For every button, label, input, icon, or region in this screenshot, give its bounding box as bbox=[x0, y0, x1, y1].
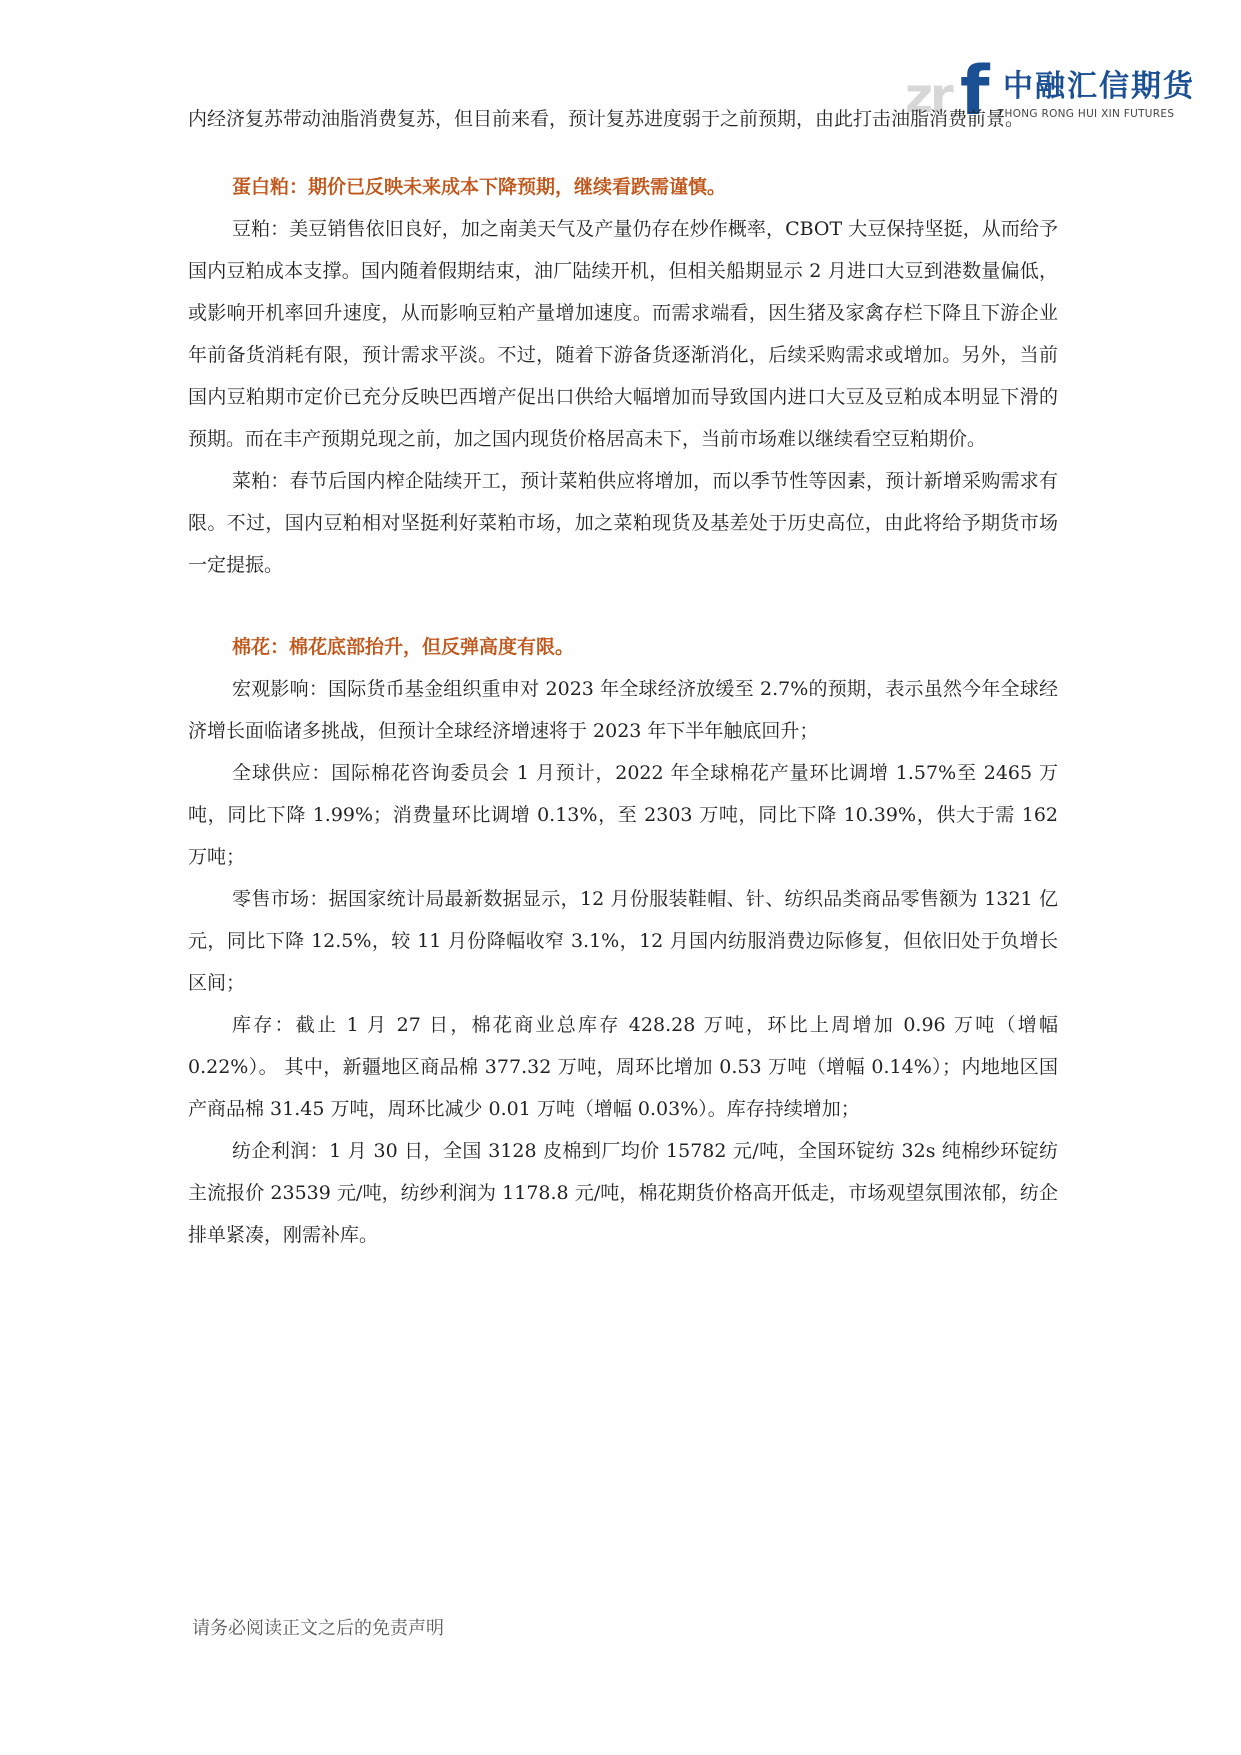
logo-chinese-name: 中融汇信期货 bbox=[1003, 69, 1195, 104]
paragraph-spinning-profit: 纺企利润：1 月 30 日，全国 3128 皮棉到厂均价 15782 元/吨，全国环锭纺 32s 纯棉纱环锭纺主流报价 23539 元/吨，纺纱利润为 1178.8 元/吨，棉花期货价格高开低走，市场观望氛围浓郁，纺企排单紧凑，刚需补库。 bbox=[188, 1140, 1058, 1246]
document-body bbox=[188, 98, 1058, 1256]
paragraph-macro: 宏观影响：国际货币基金组织重申对 2023 年全球经济放缓至 2.7%的预期，表示虽然今年全球经济增长面临诸多挑战，但预计全球经济增速将于 2023 年下半年触底回升； bbox=[188, 678, 1058, 742]
logo-english-name: ZHONG RONG HUI XIN FUTURES bbox=[997, 108, 1175, 120]
section-heading-cotton: 棉花：棉花底部抬升，但反弹高度有限。 bbox=[232, 636, 575, 658]
paragraph-soybean-meal: 豆粕：美豆销售依旧良好，加之南美天气及产量仍存在炒作概率，CBOT 大豆保持坚挺，从而给予国内豆粕成本支撑。国内随着假期结束，油厂陆续开机，但相关船期显示 2 月进口大豆到港数量偏低，或影响开机率回升速度，从而影响豆粕产量增加速度。而需求端看，因生猪及家禽存栏下降且下游企业年前备货消耗有限，预计需求平淡。不过，随着下游备货逐渐消化，后续采购需求或增加。另外，当前国内豆粕期市定价已充分反映巴西增产促出口供给大幅增加而导致国内进口大豆及豆粕成本明显下滑的预期。而在丰产预期兑现之前，加之国内现货价格居高未下，当前市场难以继续看空豆粕期价。 bbox=[188, 218, 1058, 450]
paragraph-inventory: 库存：截止 1 月 27 日，棉花商业总库存 428.28 万吨，环比上周增加 0.96 万吨（增幅 0.22%）。 其中，新疆地区商品棉 377.32 万吨，周环比增加 0.53 万吨（增幅 0.14%）；内地地区国产商品棉 31.45 万吨，周环比减少 0.01 万吨（增幅 0.03%）。库存持续增加； bbox=[188, 1014, 1058, 1120]
paragraph-rapeseed-meal: 菜粕：春节后国内榨企陆续开工，预计菜粕供应将增加，而以季节性等因素，预计新增采购需求有限。不过，国内豆粕相对坚挺利好菜粕市场，加之菜粕现货及基差处于历史高位，由此将给予期货市场一定提振。 bbox=[188, 470, 1058, 576]
paragraph-retail: 零售市场：据国家统计局最新数据显示，12 月份服装鞋帽、针、纺织品类商品零售额为 1321 亿元，同比下降 12.5%，较 11 月份降幅收窄 3.1%，12 月国内纺服消费边际修复，但依旧处于负增长区间； bbox=[188, 888, 1058, 994]
logo-f-mark: f bbox=[960, 52, 990, 131]
paragraph-global-supply: 全球供应：国际棉花咨询委员会 1 月预计，2022 年全球棉花产量环比调增 1.57%至 2465 万吨，同比下降 1.99%；消费量环比调增 0.13%，至 2303 万吨，同比下降 10.39%，供大于需 162 万吨； bbox=[188, 762, 1058, 868]
logo-mark: zr bbox=[905, 68, 951, 124]
footer-disclaimer: 请务必阅读正文之后的免责声明 bbox=[192, 1618, 444, 1639]
intro-paragraph: 内经济复苏带动油脂消费复苏，但目前来看，预计复苏进度弱于之前预期，由此打击油脂消费前景。 bbox=[188, 108, 1025, 130]
section-heading-protein: 蛋白粕：期价已反映未来成本下降预期，继续看跌需谨慎。 bbox=[232, 176, 727, 198]
